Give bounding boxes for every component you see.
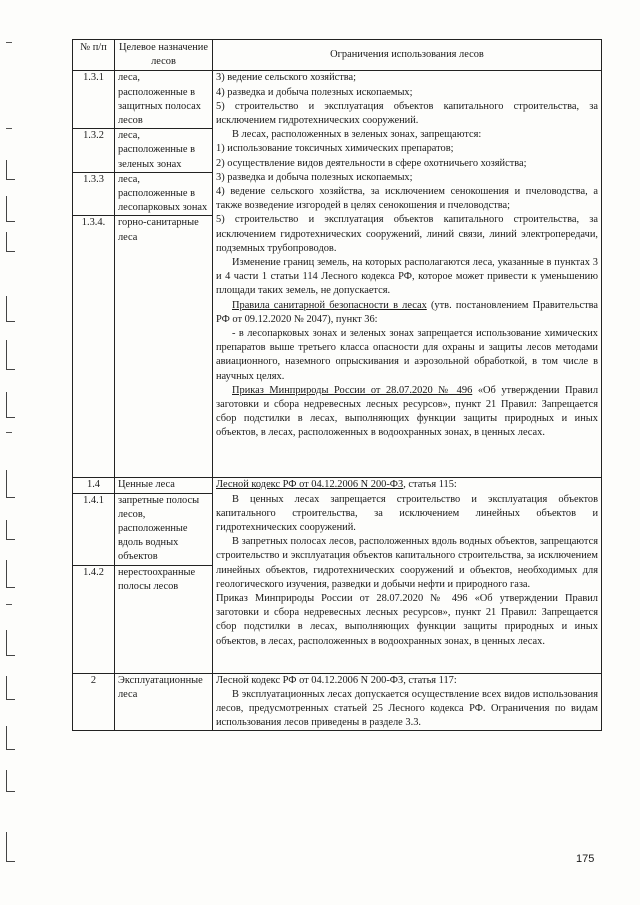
binding-marks (0, 0, 24, 905)
table-row (73, 478, 602, 493)
text-paragraph: В эксплуатационных лесах допускается осуществление всех видов использования лесов, предусмотренных статьей 25 Лесного кодекса РФ. Ограничения по видам использования лесов приведены в разделе 3.3. (216, 688, 598, 729)
forest-restrictions-table (72, 39, 602, 731)
margin-mark (6, 196, 15, 222)
margin-mark (6, 340, 15, 370)
text-paragraph: Приказ Минприроды России от 28.07.2020 № 496 «Об утверждении Правил заготовки и сбора недревесных лесных ресурсов», пункт 21 Правил: Запрещается сбор подстилки в лесах, выполняющих функции защиты природных и иных объектов, в лесах, расположенных в водоохранных зонах, в ценных лесах. (216, 593, 598, 647)
row-num: 1.4.1 (73, 493, 115, 565)
margin-mark (6, 520, 15, 540)
text-paragraph (216, 384, 598, 441)
row-name: леса, расположенные в защитных полосах лесов (115, 71, 213, 129)
margin-mark (6, 604, 12, 605)
row-num: 1.3.1 (73, 71, 115, 129)
text-paragraph: - в лесопарковых зонах и зеленых зонах запрещается использование химических препаратов выше третьего класса опасности для охраны и защиты лесов методами авиационного, наземного опрыскивания и аэрозольной обработкой, в том числе в научных целях. (216, 328, 598, 382)
row-num: 2 (73, 673, 115, 731)
margin-mark (6, 832, 15, 862)
table-row (73, 673, 602, 731)
header-restrictions: Ограничения использования лесов (213, 40, 602, 71)
row-name: леса, расположенные в зеленых зонах (115, 129, 213, 173)
margin-mark (6, 296, 15, 322)
table-header-row (73, 40, 602, 71)
row-name: Эксплуатационные леса (115, 673, 213, 731)
row-num: 1.3.4. (73, 216, 115, 478)
text-paragraph: В ценных лесах запрещается строительство и эксплуатация объектов капитального строительства, за исключением линейных объектов и гидротехнических сооружений. (216, 493, 598, 534)
text-paragraph: 3) ведение сельского хозяйства; (216, 72, 357, 84)
row-name: нерестоохранные полосы лесов (115, 565, 213, 673)
margin-mark (6, 770, 15, 792)
row-num: 1.4.2 (73, 565, 115, 673)
table-row (73, 71, 602, 129)
row-num: 1.3.2 (73, 129, 115, 173)
row-name: запретные полосы лесов, расположенные вдоль водных объектов (115, 493, 213, 565)
margin-mark (6, 560, 15, 588)
margin-mark (6, 128, 12, 129)
header-num: № п/п (73, 40, 115, 71)
margin-mark (6, 232, 15, 252)
page-number: 175 (576, 853, 595, 865)
margin-mark (6, 432, 12, 433)
document-reference[interactable]: Приказ Минприроды России от 28.07.2020 № 496 (232, 384, 473, 396)
row-name: Ценные леса (115, 478, 213, 493)
restrictions-cell (213, 673, 602, 731)
header-purpose: Целевое назначение лесов (115, 40, 213, 71)
text-paragraph: 2) осуществление видов деятельности в сфере охотничьего хозяйства; (216, 157, 527, 169)
document-reference[interactable]: Лесной кодекс РФ от 04.12.2006 N 200-ФЗ (216, 479, 404, 491)
text-paragraph: Изменение границ земель, на которых располагаются леса, указанные в пунктах 3 и 4 части 1 статьи 114 Лесного кодекса РФ, которое может привести к уменьшению площади таких земель, не допускается. (216, 257, 598, 297)
text-paragraph: 5) строительство и эксплуатация объектов капитального строительства, за исключением гидротехнических сооружений. (216, 100, 598, 127)
text-paragraph (216, 478, 598, 492)
text-paragraph: 5) строительство и эксплуатация объектов капитального строительства, за исключением гидротехнических сооружений, линий связи, линий электропередачи, подземных трубопроводов. (216, 214, 598, 254)
text-span: (утв. постановлением Правительства РФ от 09.12.2020 № 2047), пункт 36: (216, 299, 598, 325)
restrictions-cell (213, 71, 602, 478)
text-span: «Об утверждении Правил заготовки и сбора недревесных лесных ресурсов», пункт 21 Правил: Запрещается сбор подстилки в лесах, выполняющих функции защиты природных и иных объектов, в лесах, расположенных в водоохранных зонах, в ценных лесах. (216, 384, 599, 439)
row-name: леса, расположенные в лесопарковых зонах (115, 172, 213, 216)
text-paragraph: 1) использование токсичных химических препаратов; (216, 143, 454, 155)
text-span: , статья 115: (403, 479, 457, 491)
margin-mark (6, 160, 15, 180)
row-num: 1.3.3 (73, 172, 115, 216)
margin-mark (6, 42, 12, 43)
text-paragraph: 3) разведка и добыча полезных ископаемых; (216, 171, 413, 183)
margin-mark (6, 470, 15, 498)
text-paragraph (216, 299, 598, 327)
text-paragraph: В лесах, расположенных в зеленых зонах, запрещаются: (232, 129, 482, 141)
margin-mark (6, 726, 15, 750)
margin-mark (6, 630, 15, 656)
text-paragraph: 4) разведка и добыча полезных ископаемых; (216, 86, 413, 98)
row-num: 1.4 (73, 478, 115, 493)
text-paragraph: 4) ведение сельского хозяйства, за исключением сенокошения и пчеловодства, а также возведение изгородей в целях сенокошения и пчеловодства; (216, 186, 598, 212)
margin-mark (6, 392, 15, 418)
margin-mark (6, 676, 15, 700)
document-reference[interactable]: Правила санитарной безопасности в лесах (232, 299, 427, 311)
text-paragraph: Лесной кодекс РФ от 04.12.2006 N 200-ФЗ, статья 117: (216, 674, 457, 686)
row-name: горно-санитарные леса (115, 216, 213, 478)
restrictions-cell (213, 478, 602, 673)
text-paragraph: В запретных полосах лесов, расположенных вдоль водных объектов, запрещаются строительство и эксплуатация объектов капитального строительства, за исключением линейных объектов, гидротехнических сооружений и объектов, необходимых для геологического изучения, разведки и добычи нефти и природного газа. (216, 536, 598, 590)
